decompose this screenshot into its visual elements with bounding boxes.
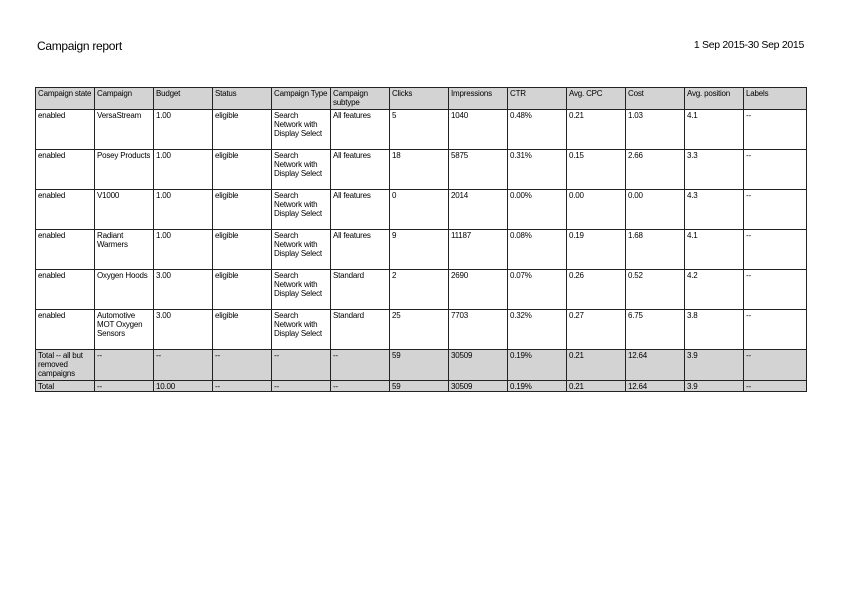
cell-impressions: 11187 xyxy=(449,230,508,270)
cell-cost: 12.64 xyxy=(626,381,685,392)
cell-avg-position: 3.9 xyxy=(685,350,744,381)
cell-campaign-subtype: Standard xyxy=(331,310,390,350)
cell-clicks: 59 xyxy=(390,381,449,392)
cell-campaign: VersaStream xyxy=(95,110,154,150)
header-status: Status xyxy=(213,88,272,110)
header-impressions: Impressions xyxy=(449,88,508,110)
cell-cost: 0.52 xyxy=(626,270,685,310)
cell-campaign-subtype: All features xyxy=(331,150,390,190)
cell-campaign-subtype: -- xyxy=(331,381,390,392)
cell-campaign-type: Search Network with Display Select xyxy=(272,150,331,190)
cell-budget: 1.00 xyxy=(154,150,213,190)
table-row xyxy=(36,110,807,150)
header-budget: Budget xyxy=(154,88,213,110)
cell-campaign-type: Search Network with Display Select xyxy=(272,230,331,270)
table-body xyxy=(36,110,807,392)
cell-impressions: 1040 xyxy=(449,110,508,150)
cell-cost: 1.68 xyxy=(626,230,685,270)
cell-impressions: 30509 xyxy=(449,381,508,392)
cell-avg-position: 3.8 xyxy=(685,310,744,350)
header-campaign-type: Campaign Type xyxy=(272,88,331,110)
cell-campaign-state: Total xyxy=(36,381,95,392)
cell-status: eligible xyxy=(213,110,272,150)
header-cost: Cost xyxy=(626,88,685,110)
cell-clicks: 18 xyxy=(390,150,449,190)
cell-ctr: 0.48% xyxy=(508,110,567,150)
cell-labels: -- xyxy=(744,190,807,230)
cell-campaign: V1000 xyxy=(95,190,154,230)
cell-avg-cpc: 0.21 xyxy=(567,350,626,381)
cell-impressions: 7703 xyxy=(449,310,508,350)
cell-avg-cpc: 0.21 xyxy=(567,381,626,392)
cell-cost: 0.00 xyxy=(626,190,685,230)
table-row xyxy=(36,190,807,230)
cell-labels: -- xyxy=(744,270,807,310)
header-avg-cpc: Avg. CPC xyxy=(567,88,626,110)
cell-avg-cpc: 0.19 xyxy=(567,230,626,270)
cell-clicks: 5 xyxy=(390,110,449,150)
campaign-table xyxy=(35,87,807,392)
header-labels: Labels xyxy=(744,88,807,110)
cell-avg-position: 3.9 xyxy=(685,381,744,392)
cell-labels: -- xyxy=(744,150,807,190)
cell-status: eligible xyxy=(213,150,272,190)
cell-ctr: 0.07% xyxy=(508,270,567,310)
report-title: Campaign report xyxy=(37,39,122,53)
cell-campaign-type: -- xyxy=(272,381,331,392)
summary-row-all-but-removed xyxy=(36,350,807,381)
cell-cost: 2.66 xyxy=(626,150,685,190)
cell-budget: 3.00 xyxy=(154,270,213,310)
cell-cost: 12.64 xyxy=(626,350,685,381)
cell-ctr: 0.08% xyxy=(508,230,567,270)
cell-campaign-subtype: All features xyxy=(331,190,390,230)
cell-status: eligible xyxy=(213,230,272,270)
table-row xyxy=(36,310,807,350)
table-row xyxy=(36,230,807,270)
cell-budget: 1.00 xyxy=(154,230,213,270)
cell-impressions: 30509 xyxy=(449,350,508,381)
cell-status: -- xyxy=(213,381,272,392)
cell-campaign-type: Search Network with Display Select xyxy=(272,310,331,350)
cell-clicks: 59 xyxy=(390,350,449,381)
cell-labels: -- xyxy=(744,110,807,150)
cell-campaign: -- xyxy=(95,350,154,381)
cell-clicks: 0 xyxy=(390,190,449,230)
cell-campaign-state: Total -- all but removed campaigns xyxy=(36,350,95,381)
cell-labels: -- xyxy=(744,350,807,381)
cell-status: eligible xyxy=(213,310,272,350)
cell-campaign-subtype: Standard xyxy=(331,270,390,310)
cell-budget: 1.00 xyxy=(154,110,213,150)
cell-campaign: -- xyxy=(95,381,154,392)
cell-cost: 1.03 xyxy=(626,110,685,150)
cell-budget: 10.00 xyxy=(154,381,213,392)
cell-labels: -- xyxy=(744,310,807,350)
cell-labels: -- xyxy=(744,230,807,270)
cell-campaign-state: enabled xyxy=(36,270,95,310)
header-clicks: Clicks xyxy=(390,88,449,110)
cell-ctr: 0.31% xyxy=(508,150,567,190)
table-row xyxy=(36,270,807,310)
header-campaign-subtype: Campaign subtype xyxy=(331,88,390,110)
cell-clicks: 9 xyxy=(390,230,449,270)
cell-ctr: 0.19% xyxy=(508,350,567,381)
cell-campaign-subtype: All features xyxy=(331,230,390,270)
cell-budget: -- xyxy=(154,350,213,381)
cell-campaign-type: -- xyxy=(272,350,331,381)
cell-status: -- xyxy=(213,350,272,381)
cell-campaign-type: Search Network with Display Select xyxy=(272,110,331,150)
cell-campaign-state: enabled xyxy=(36,190,95,230)
cell-avg-position: 4.1 xyxy=(685,110,744,150)
cell-budget: 3.00 xyxy=(154,310,213,350)
cell-avg-cpc: 0.15 xyxy=(567,150,626,190)
cell-budget: 1.00 xyxy=(154,190,213,230)
cell-campaign-type: Search Network with Display Select xyxy=(272,270,331,310)
cell-avg-position: 4.1 xyxy=(685,230,744,270)
cell-avg-cpc: 0.21 xyxy=(567,110,626,150)
cell-status: eligible xyxy=(213,190,272,230)
header-ctr: CTR xyxy=(508,88,567,110)
header-avg-position: Avg. position xyxy=(685,88,744,110)
cell-campaign: Radiant Warmers xyxy=(95,230,154,270)
header-campaign: Campaign xyxy=(95,88,154,110)
cell-avg-cpc: 0.26 xyxy=(567,270,626,310)
cell-cost: 6.75 xyxy=(626,310,685,350)
cell-campaign: Posey Products xyxy=(95,150,154,190)
cell-ctr: 0.32% xyxy=(508,310,567,350)
cell-ctr: 0.19% xyxy=(508,381,567,392)
cell-status: eligible xyxy=(213,270,272,310)
cell-campaign-subtype: -- xyxy=(331,350,390,381)
cell-avg-position: 4.3 xyxy=(685,190,744,230)
cell-avg-position: 3.3 xyxy=(685,150,744,190)
cell-campaign-subtype: All features xyxy=(331,110,390,150)
cell-campaign-type: Search Network with Display Select xyxy=(272,190,331,230)
cell-labels: -- xyxy=(744,381,807,392)
header-campaign-state: Campaign state xyxy=(36,88,95,110)
cell-campaign-state: enabled xyxy=(36,110,95,150)
cell-campaign-state: enabled xyxy=(36,150,95,190)
cell-campaign-state: enabled xyxy=(36,230,95,270)
table-row xyxy=(36,150,807,190)
report-date-range: 1 Sep 2015-30 Sep 2015 xyxy=(693,39,804,51)
cell-clicks: 2 xyxy=(390,270,449,310)
cell-impressions: 5875 xyxy=(449,150,508,190)
cell-campaign-state: enabled xyxy=(36,310,95,350)
table-header-row xyxy=(36,88,807,110)
cell-campaign: Automotive MOT Oxygen Sensors xyxy=(95,310,154,350)
cell-avg-position: 4.2 xyxy=(685,270,744,310)
cell-ctr: 0.00% xyxy=(508,190,567,230)
cell-clicks: 25 xyxy=(390,310,449,350)
cell-impressions: 2014 xyxy=(449,190,508,230)
total-row xyxy=(36,381,807,392)
cell-impressions: 2690 xyxy=(449,270,508,310)
cell-avg-cpc: 0.27 xyxy=(567,310,626,350)
cell-campaign: Oxygen Hoods xyxy=(95,270,154,310)
cell-avg-cpc: 0.00 xyxy=(567,190,626,230)
